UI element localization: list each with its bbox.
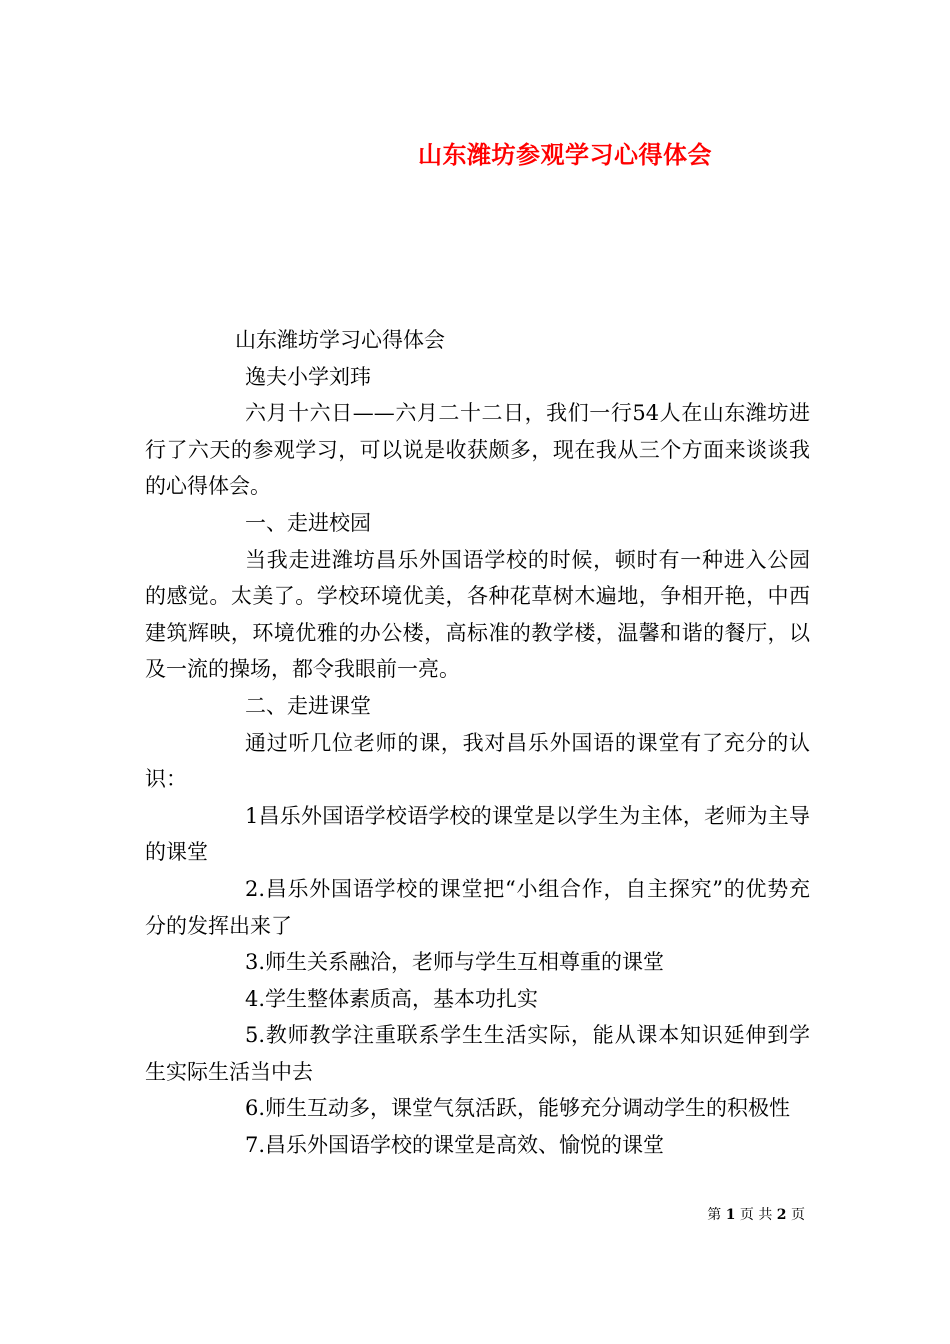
- document-title: 山东潍坊参观学习心得体会: [418, 140, 712, 169]
- list-item: 4.学生整体素质高，基本功扎实: [245, 986, 539, 1011]
- document-subtitle: 山东潍坊学习心得体会: [235, 328, 445, 352]
- list-item: 1昌乐外国语学校语学校的课堂是以学生为主体，老师为主导的课堂: [145, 803, 810, 865]
- list-item: 6.师生互动多，课堂气氛活跃，能够充分调动学生的积极性: [245, 1096, 791, 1121]
- section-heading: 二、走进课堂: [245, 693, 371, 718]
- paragraph: 六月十六日——六月二十二日，我们一行54人在山东潍坊进行了六天的参观学习，可以说是收获颇多，现在我从三个方面来谈谈我的心得体会。: [145, 401, 810, 499]
- paragraph: 当我走进潍坊昌乐外国语学校的时候，顿时有一种进入公园的感觉。太美了。学校环境优美，各种花草树木遍地，争相开艳，中西建筑辉映，环境优雅的办公楼，高标准的教学楼，温馨和谐的餐厅，以及一流的操场，都令我眼前一亮。: [145, 547, 810, 682]
- footer-middle: 页 共: [739, 1207, 773, 1223]
- paragraph: 通过听几位老师的课，我对昌乐外国语的课堂有了充分的认识：: [145, 730, 810, 792]
- list-item: 7.昌乐外国语学校的课堂是高效、愉悦的课堂: [245, 1133, 665, 1158]
- document-body: [145, 322, 810, 1164]
- footer-prefix: 第: [707, 1207, 722, 1223]
- footer-total-pages: 2: [776, 1207, 787, 1223]
- section-heading: 一、走进校园: [245, 510, 371, 535]
- page-footer: [707, 1204, 805, 1224]
- footer-page-number: 1: [725, 1207, 736, 1223]
- list-item: 2.昌乐外国语学校的课堂把“小组合作，自主探究”的优势充分的发挥出来了: [145, 876, 810, 938]
- footer-suffix: 页: [791, 1207, 805, 1223]
- document-author: 逸夫小学刘玮: [245, 364, 371, 389]
- list-item: 5.教师教学注重联系学生生活实际，能从课本知识延伸到学生实际生活当中去: [145, 1023, 810, 1084]
- list-item: 3.师生关系融洽，老师与学生互相尊重的课堂: [245, 950, 665, 975]
